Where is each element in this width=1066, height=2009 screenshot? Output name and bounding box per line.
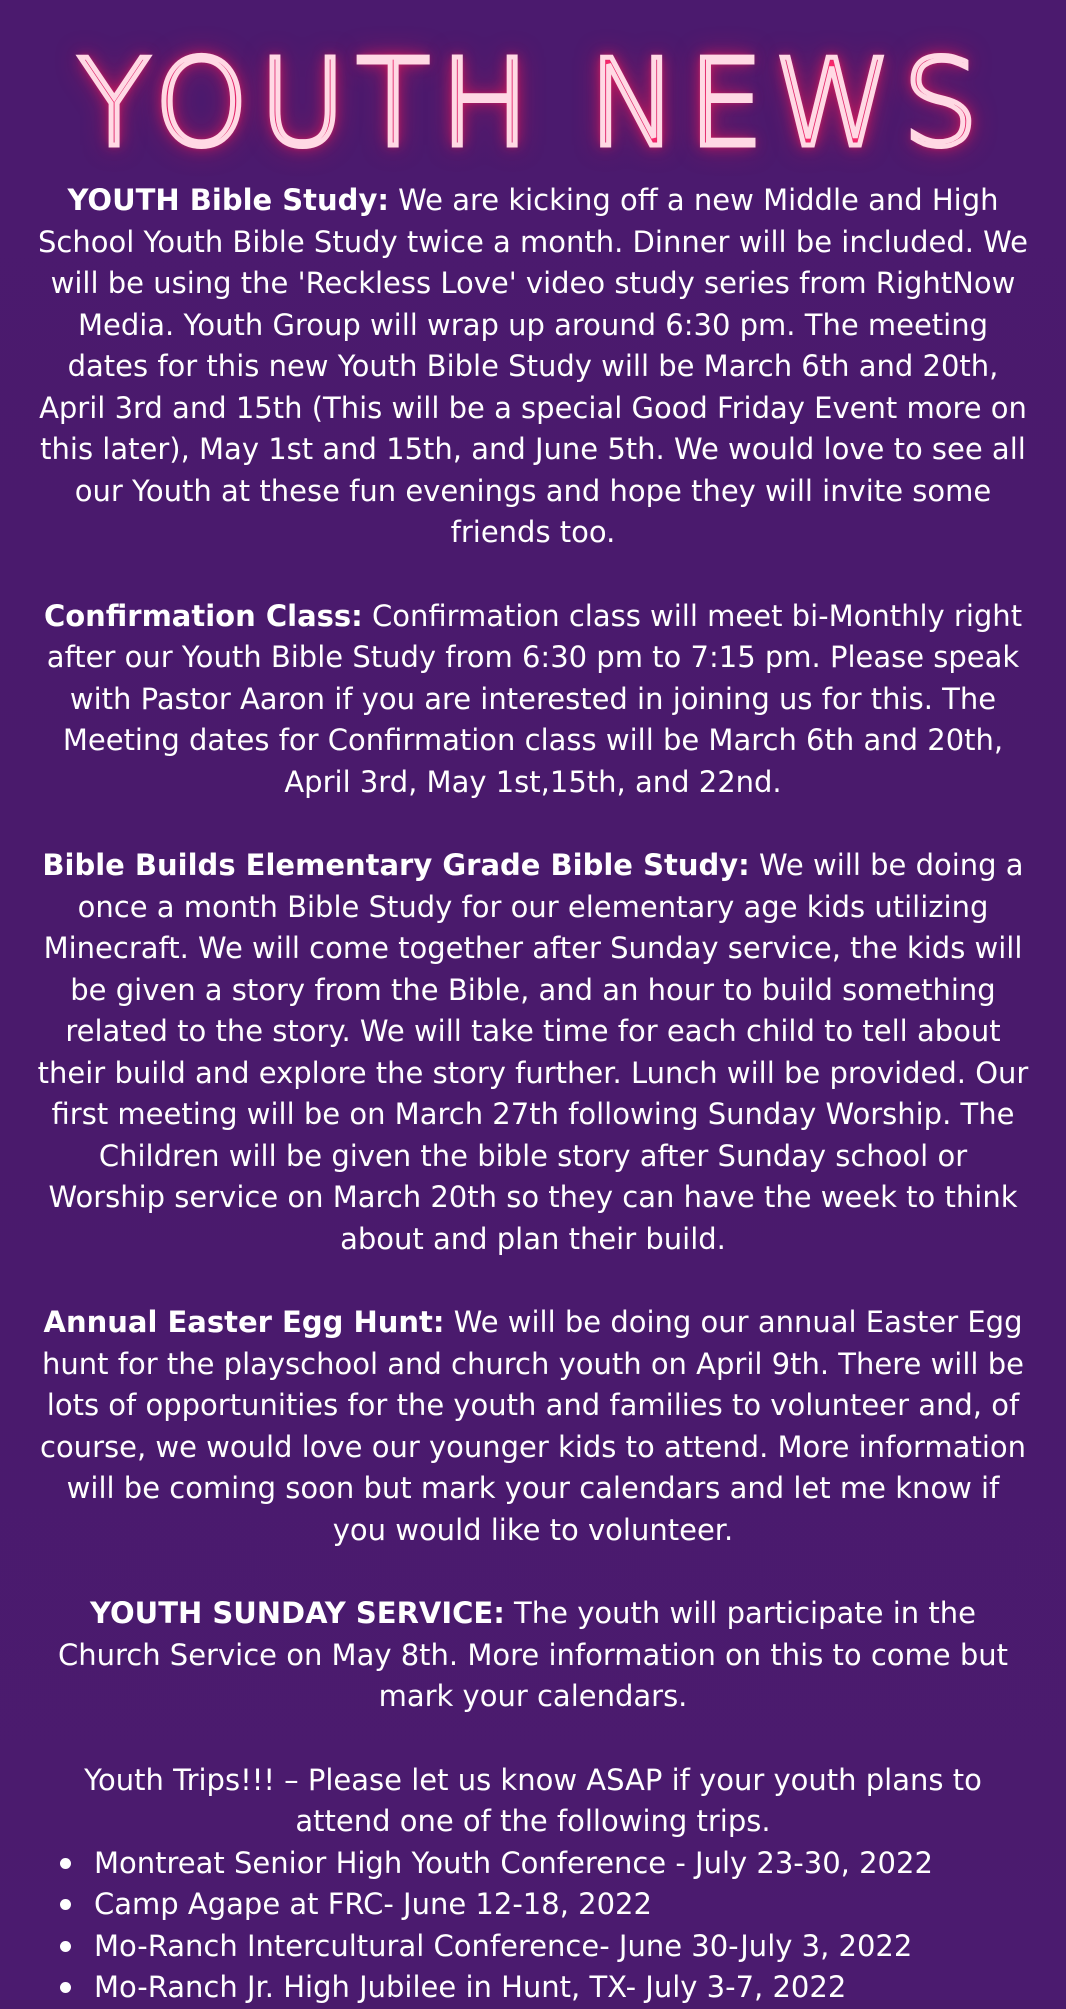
trip-label: Camp Agape at FRC- June 12-18, 2022 [94,1887,652,1921]
bullet-icon [60,1941,71,1952]
section-heading: YOUTH Bible Study: [67,183,389,217]
list-item [60,1967,1030,2009]
section-body: Confirmation class will meet bi-Monthly right after our Youth Bible Study from 6:30 pm to 7:15 pm. Please speak with Pastor Aaron if you are interested in joining us for this. The Meeting dates for Confirmation class will be March 6th and 20th, April 3rd, May 1st,15th, and 22nd. [46,598,1023,799]
section-body: We are kicking off a new Middle and High School Youth Bible Study twice a month. Dinner will be included. We will be using the 'Reckless Love' video study series from RightNow Media. Youth Group will wrap up around 6:30 pm. The meeting dates for this new Youth Bible Study will be March 6th and 20th, April 3rd and 15th (This will be a special Good Friday Event more on this later), May 1st and 15th, and June 5th. We would love to see all our Youth at these fun evenings and hope they will invite some friends too. [37,183,1028,549]
section-body: We will be doing a once a month Bible Study for our elementary age kids utilizing Minecraft. We will come together after Sunday service, the kids will be given a story from the Bible, and an hour to build something related to the story. We will take time for each child to tell about their build and explore the story further. Lunch will be provided. Our first meeting will be on March 27th following Sunday Worship. The Children will be given the bible story after Sunday school or Worship service on March 20th so they can have the week to think about and plan their build. [37,848,1029,1256]
section-youth-sunday-service [36,1593,1030,1718]
section-heading: Annual Easter Egg Hunt: [43,1305,445,1339]
list-item [60,1926,1030,1968]
list-item [60,1843,1030,1885]
section-confirmation-class [36,596,1030,804]
section-heading: YOUTH SUNDAY SERVICE: [90,1596,505,1630]
trip-label: Montreat Senior High Youth Conference - July 23-30, 2022 [94,1845,933,1880]
youth-trips-intro: Youth Trips!!! – Please let us know ASAP if your youth plans to attend one of the following trips. [84,1762,982,1838]
page-title: YOUTH NEWS [77,35,989,174]
bullet-icon [60,1858,71,1869]
bullet-icon [60,1899,71,1910]
bullet-icon [60,1982,71,1993]
youth-trips-list [36,1843,1030,2009]
section-body: We will be doing our annual Easter Egg hunt for the playschool and church youth on April 9th. There will be lots of opportunities for the youth and families to volunteer and, of course, we would love our younger kids to attend. More information will be coming soon but mark your calendars and let me know if you would like to volunteer. [40,1305,1026,1547]
list-item [60,1884,1030,1926]
trip-label: Mo-Ranch Jr. High Jubilee in Hunt, TX- July 3-7, 2022 [94,1970,847,2004]
section-bible-builds [36,845,1030,1260]
trip-label: Mo-Ranch Intercultural Conference- June 30-July 3, 2022 [94,1928,913,1963]
section-heading: Confirmation Class: [43,598,363,633]
section-youth-bible-study [36,180,1030,554]
section-easter-egg-hunt [36,1302,1030,1551]
section-body: The youth will participate in the Church Service on May 8th. More information on this to come but mark your calendars. [57,1596,1009,1713]
section-heading: Bible Builds Elementary Grade Bible Study: [42,848,750,882]
